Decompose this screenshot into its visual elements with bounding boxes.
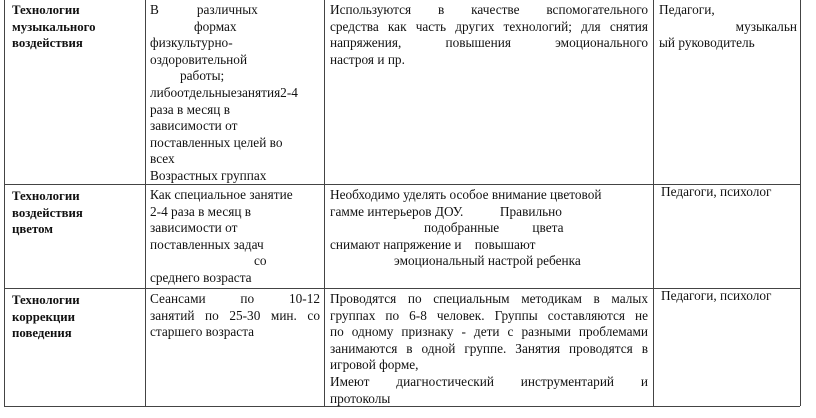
description-line: подобранные цвета: [424, 220, 564, 236]
description-line: Необходимо уделять особое внимание цветовой: [330, 187, 602, 202]
responsible-cell-behavior: [661, 288, 799, 305]
table-border-right: [800, 0, 801, 406]
description-line: группах по 6-8 человек. Группы составляются не: [330, 307, 648, 323]
forms-line: физкультурно-: [150, 35, 233, 51]
responsible-cell-color: [661, 184, 799, 201]
column-divider-1: [145, 0, 146, 406]
forms-line: среднего возраста: [150, 269, 252, 285]
description-line: игровой форме,: [330, 357, 419, 373]
forms-line: Как специальное занятие: [150, 187, 293, 202]
responsible-line: Педагоги,: [659, 2, 715, 17]
description-cell-behavior: [330, 291, 648, 407]
responsible-line: ый руководитель: [659, 35, 755, 51]
forms-line: старшего возраста: [150, 324, 255, 340]
forms-line: зависимости от: [150, 118, 238, 134]
responsible-line: Педагоги, психолог: [661, 288, 772, 303]
responsible-line: Педагоги, психолог: [661, 184, 772, 199]
technology-name-line: поведения: [12, 326, 72, 341]
forms-line: поставленных задач: [150, 236, 264, 252]
description-line: Проводятся по специальным методикам в малых: [330, 291, 648, 306]
responsible-cell-music: [659, 2, 797, 52]
description-cell-color: [330, 187, 648, 270]
technology-name-line: Технологии: [12, 3, 80, 17]
forms-line: поставленных целей во: [150, 134, 283, 150]
description-line: гамме интерьеров ДОУ. Правильно: [330, 203, 562, 219]
description-line: настроя и пр.: [330, 51, 405, 67]
technology-name-behavior: [12, 292, 140, 342]
forms-line: занятий по 25-30 мин. со: [150, 307, 320, 323]
forms-line: либоотдельныезанятия2-4: [150, 84, 298, 100]
forms-line: формах: [194, 18, 237, 34]
forms-cell-music: [150, 2, 320, 185]
forms-line: Возрастных группах: [150, 167, 267, 183]
description-line: снимают напряжение и повышают: [330, 236, 536, 252]
technology-name-line: Технологии: [12, 293, 80, 307]
description-line: по одному признаку - дети с разными проблемами: [330, 324, 648, 340]
technology-name-line: Технологии: [12, 189, 80, 203]
forms-line: оздоровительной: [150, 51, 248, 67]
forms-line: 2-4 раза в месяц в: [150, 203, 252, 219]
description-line: средства как часть других технологий; для снятия: [330, 18, 648, 34]
description-line: занимаются в одной группе. Занятия проводятся в: [330, 340, 648, 356]
forms-line: В различных: [150, 2, 258, 17]
forms-line: Сеансами по 10-12: [150, 291, 320, 306]
forms-cell-behavior: [150, 291, 320, 341]
forms-line: работы;: [180, 68, 225, 84]
description-line: Используются в качестве вспомогательного: [330, 2, 648, 17]
technology-name-color: [12, 188, 140, 238]
column-divider-2: [324, 0, 325, 406]
forms-line: всех: [150, 151, 175, 167]
description-line: Имеют диагностический инструментарий и: [330, 373, 648, 389]
technology-name-line: воздействия: [12, 205, 83, 220]
description-line: эмоциональный настрой ребенка: [394, 253, 581, 269]
description-line: напряжения, повышения эмоционального: [330, 35, 648, 51]
description-cell-music: [330, 2, 648, 68]
technology-name-line: музыкального: [12, 19, 96, 34]
technology-name-line: коррекции: [12, 309, 76, 324]
forms-line: раза в месяц в: [150, 101, 231, 117]
technology-name-music: [12, 2, 140, 52]
forms-cell-color: [150, 187, 320, 287]
forms-line: зависимости от: [150, 220, 238, 236]
technology-name-line: цветом: [12, 222, 53, 237]
column-divider-3: [653, 0, 654, 406]
technology-name-line: воздействия: [12, 36, 83, 51]
forms-line: со: [254, 253, 267, 269]
description-line: протоколы: [330, 390, 391, 406]
responsible-line: музыкальн: [735, 18, 797, 34]
table-border-left: [4, 0, 5, 406]
